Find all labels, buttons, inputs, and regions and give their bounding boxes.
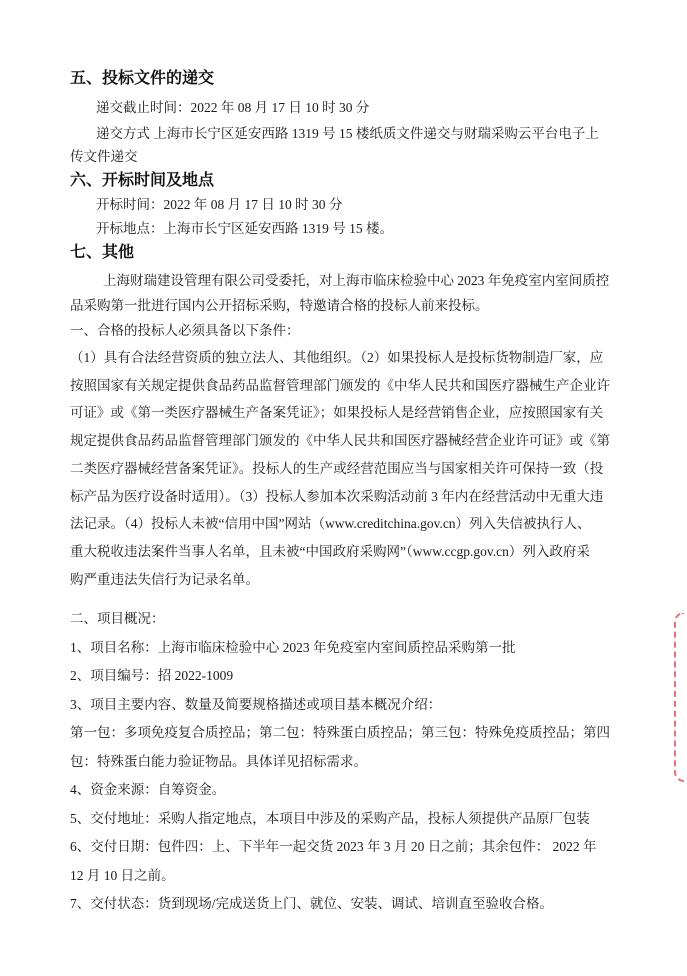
section-heading-6: 六、开标时间及地点 <box>70 172 215 189</box>
text-line: 6、交付日期：包件四：上、下半年一起交货 2023 年 3 月 20 日之前；其余包件： 2022 年 <box>70 839 597 854</box>
section-heading-5: 五、投标文件的递交 <box>70 70 215 87</box>
text-line: 1、项目名称：上海市临床检验中心 2023 年免疫室内室间质控品采购第一批 <box>70 640 516 655</box>
text-line: 法记录。（4）投标人未被“信用中国”网站（www.creditchina.gov.cn）列入失信被执行人、 <box>70 516 591 531</box>
text-line: 5、交付地址：采购人指定地点，本项目中涉及的采购产品，投标人须提供产品原厂包装 <box>70 811 590 826</box>
text-line: 3、项目主要内容、数量及简要规格描述或项目基本概况介绍： <box>70 697 442 712</box>
text-line: 递交方式 上海市长宁区延安西路 1319 号 15 楼纸质文件递交与财瑞采购云平台电子上 <box>96 126 599 141</box>
text-line: 按照国家有关规定提供食品药品监督管理部门颁发的《中华人民共和国医疗器械生产企业许 <box>70 378 610 393</box>
text-line: 标产品为医疗设备时适用）。（3）投标人参加本次采购活动前 3 年内在经营活动中无重大违 <box>70 489 604 504</box>
text-line: 12 月 10 日之前。 <box>70 868 175 883</box>
text-line: 上海财瑞建设管理有限公司受委托，对上海市临床检验中心 2023 年免疫室内室间质控 <box>103 273 610 288</box>
text-line: 开标时间：2022 年 08 月 17 日 10 时 30 分 <box>96 197 343 212</box>
text-line: 递交截止时间：2022 年 08 月 17 日 10 时 30 分 <box>96 100 370 115</box>
text-line: 重大税收违法案件当事人名单，且未被“中国政府采购网”（www.ccgp.gov.cn）列入政府采 <box>70 544 590 559</box>
text-line: 购严重违法失信行为记录名单。 <box>70 572 259 587</box>
text-line: 开标地点：上海市长宁区延安西路 1319 号 15 楼。 <box>96 221 393 236</box>
text-line: 4、资金来源：自筹资金。 <box>70 782 226 797</box>
text-line: 一、合格的投标人必须具备以下条件： <box>70 323 300 338</box>
text-line: 第一包：多项免疫复合质控品；第二包：特殊蛋白质控品；第三包：特殊免疫质控品；第四 <box>70 725 610 740</box>
text-line: （1）具有合法经营资质的独立法人、其他组织。（2）如果投标人是投标货物制造厂家，应 <box>70 350 604 365</box>
text-line: 2、项目编号：招 2022-1009 <box>70 668 234 683</box>
text-line: 规定提供食品药品监督管理部门颁发的《中华人民共和国医疗器械经营企业许可证》或《第 <box>70 433 610 448</box>
red-seal-stamp <box>674 612 684 782</box>
text-line: 品采购第一批进行国内公开招标采购，特邀请合格的投标人前来投标。 <box>70 298 489 313</box>
text-line: 二类医疗器械经营备案凭证》。投标人的生产或经营范围应当与国家相关许可保持一致（投 <box>70 461 604 476</box>
text-line: 二、项目概况： <box>70 611 165 626</box>
section-heading-7: 七、其他 <box>70 244 135 261</box>
text-line: 包：特殊蛋白能力验证物品。具体详见招标需求。 <box>70 754 367 769</box>
text-line: 传文件递交 <box>70 149 138 164</box>
text-line: 可证》或《第一类医疗器械生产备案凭证》；如果投标人是经营销售企业，应按照国家有关 <box>70 405 604 420</box>
text-line: 7、交付状态：货到现场/完成送货上门、就位、安装、调试、培训直至验收合格。 <box>70 896 553 911</box>
